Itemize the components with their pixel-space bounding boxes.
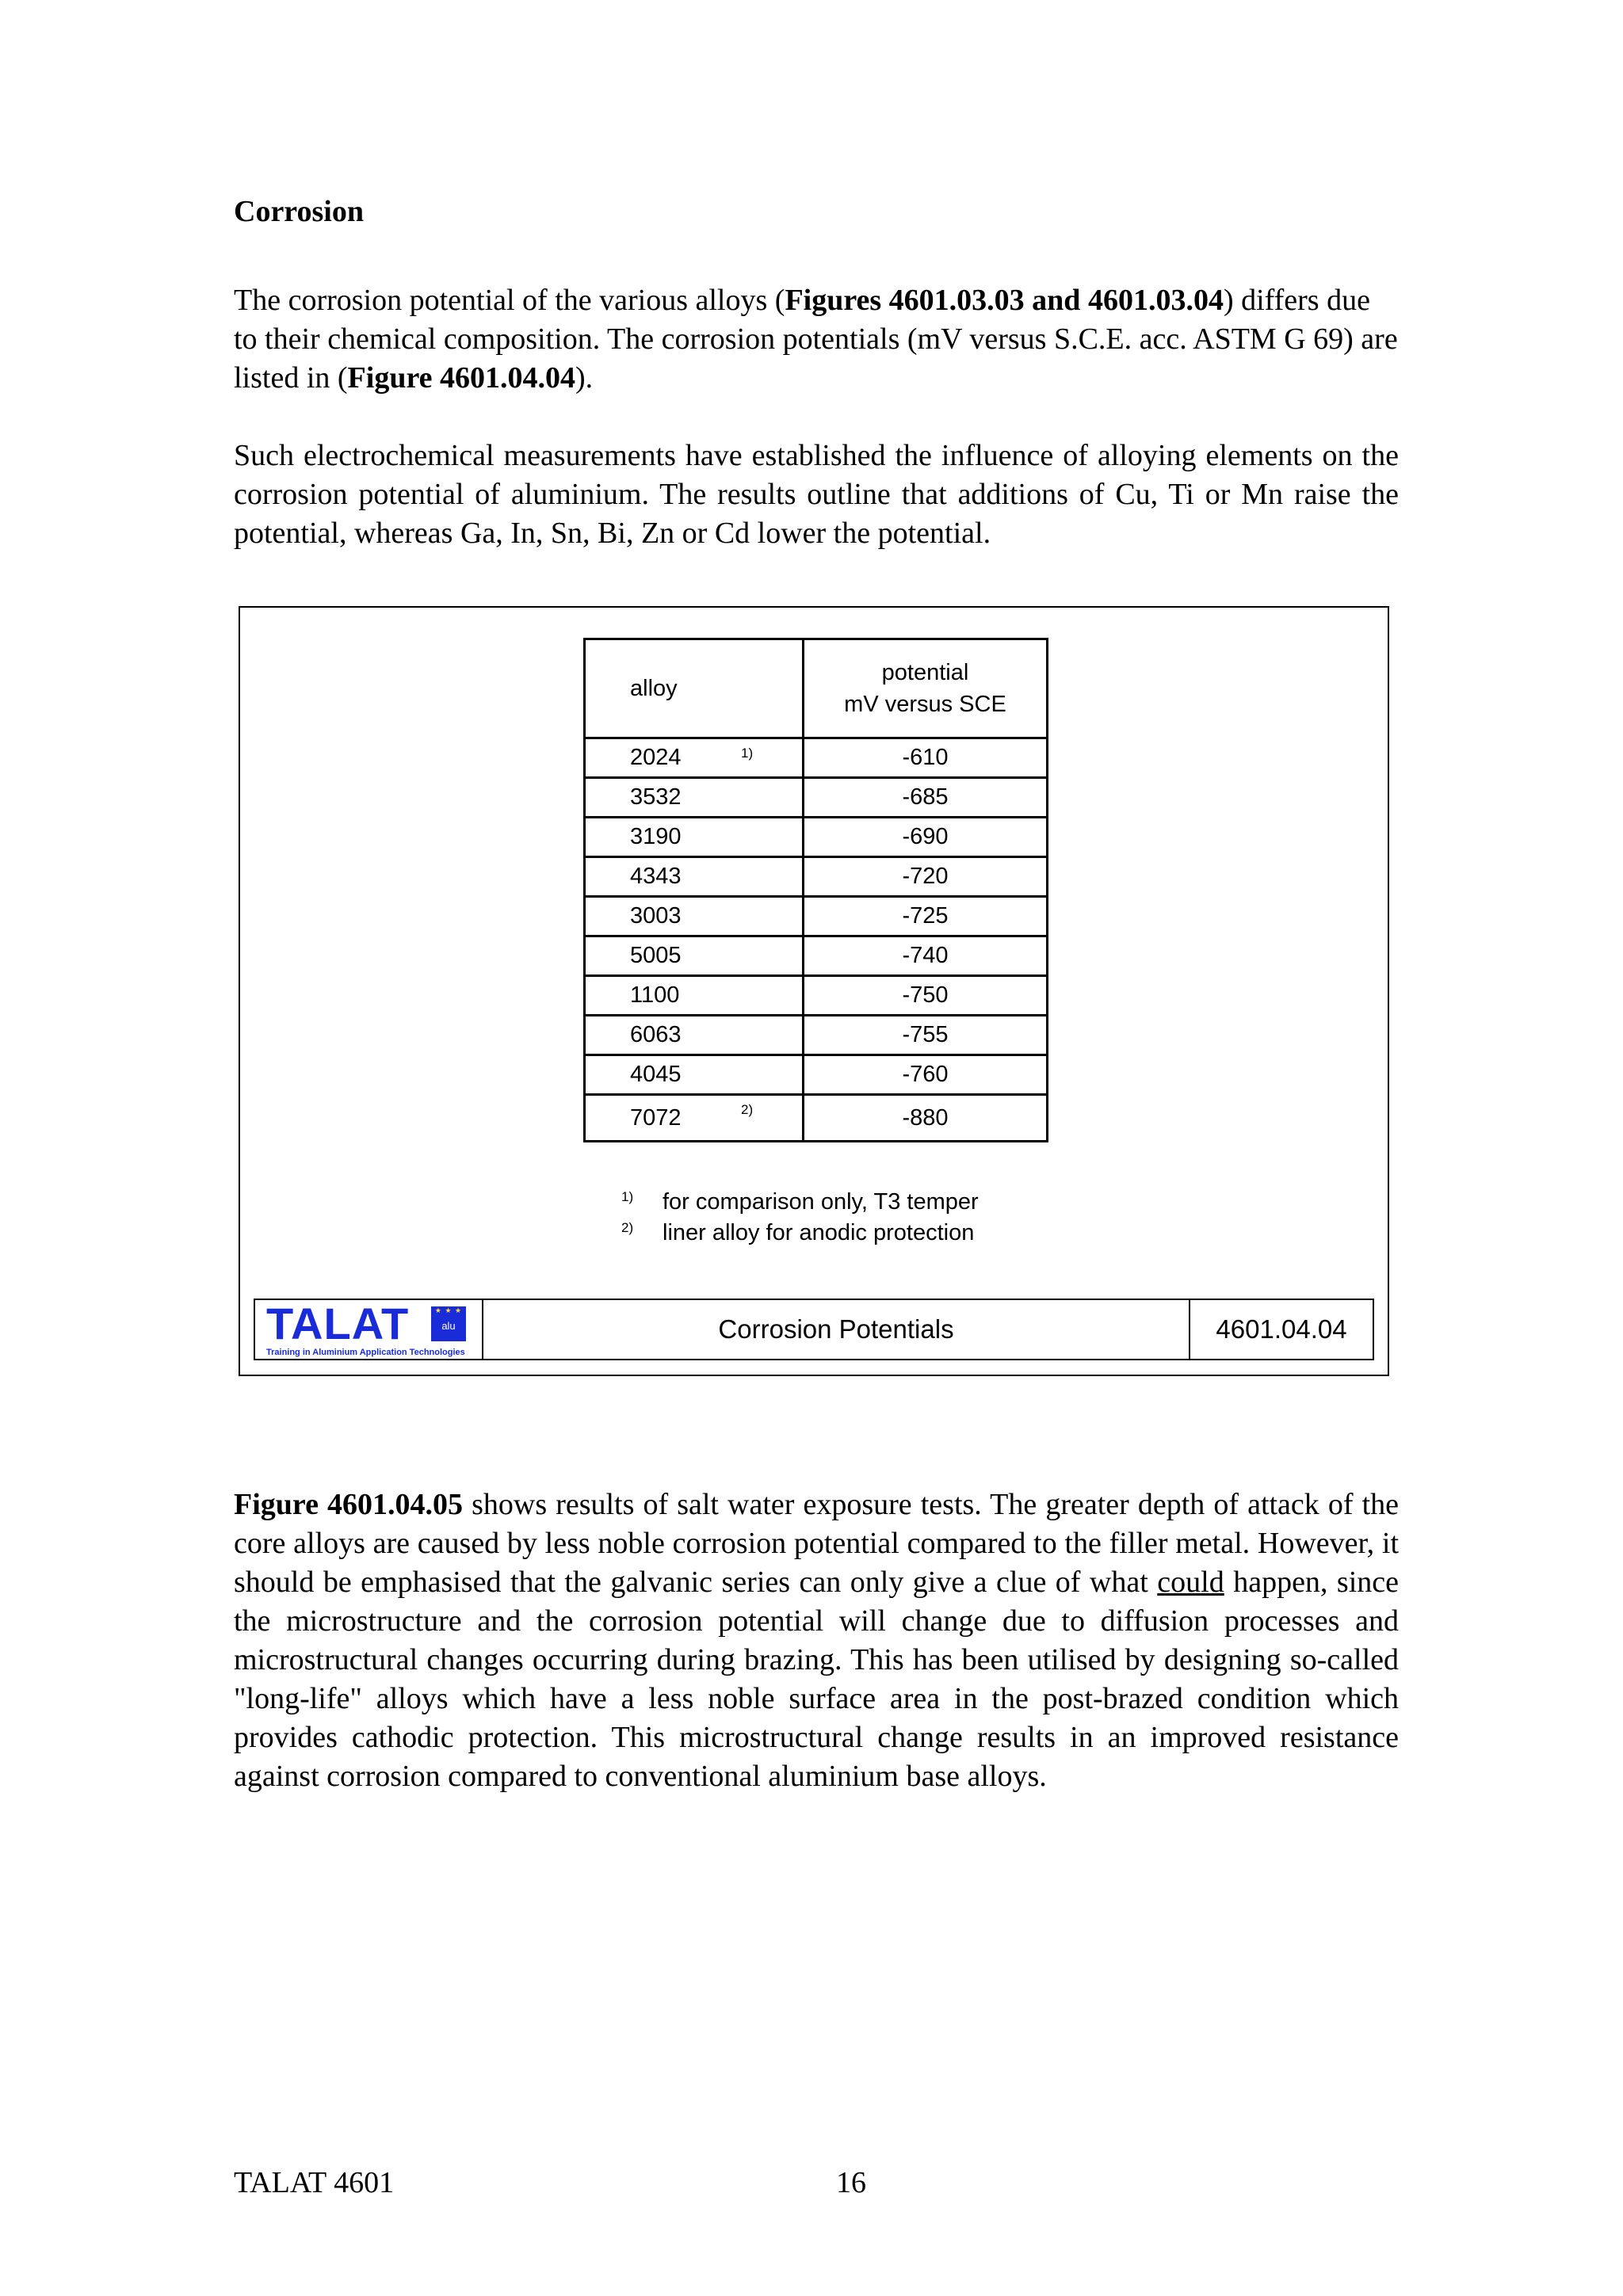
alloy-cell [585, 1095, 804, 1142]
eu-flag-icon: ★ ★ ★ alu [431, 1306, 466, 1341]
alloy-value: 3190 [630, 824, 682, 849]
alloy-value: 4045 [630, 1062, 682, 1087]
table-row [585, 1095, 1048, 1142]
alloy-value: 5005 [630, 943, 682, 968]
alloy-cell [585, 738, 804, 778]
paragraph-exposure-tests [234, 1486, 1399, 1796]
potential-cell: -760 [804, 1055, 1048, 1095]
text: shows results of salt water exposure tests. The greater depth of attack of the core alloys are caused by less noble corrosion potential compared to the filler metal. However, it should be emphasised that the galvanic series can only give a clue of what [234, 1488, 1400, 1599]
alloy-value: 7072 [630, 1104, 682, 1131]
potential-cell: -740 [804, 936, 1048, 976]
table-row [585, 897, 1048, 936]
footnote-mark: 1) [741, 746, 754, 761]
logo-wordmark: TALAT [266, 1299, 410, 1348]
table-row [585, 936, 1048, 976]
section-heading: Corrosion [234, 195, 364, 228]
table-row [585, 1016, 1048, 1055]
page-number: 16 [836, 2166, 866, 2199]
alloy-cell [585, 976, 804, 1016]
table-row [585, 1055, 1048, 1095]
alloy-cell [585, 1055, 804, 1095]
potential-cell: -880 [804, 1095, 1048, 1142]
alloy-value: 1100 [630, 982, 680, 1008]
potential-cell: -750 [804, 976, 1048, 1016]
talat-logo [255, 1300, 483, 1359]
table-row [585, 818, 1048, 857]
potential-cell: -690 [804, 818, 1048, 857]
footnote-text: for comparison only, T3 temper [663, 1189, 979, 1215]
text: The corrosion potential of the various alloys ( [234, 284, 785, 317]
text: ) differs due to their chemical composition. The corrosion potentials (mV versus S.C.E. acc. ASTM G 69) are listed in ( [234, 284, 1398, 395]
alloy-cell [585, 818, 804, 857]
alloy-value: 3532 [630, 784, 682, 810]
potential-cell: -610 [804, 738, 1048, 778]
figure-ref: Figure 4601.04.04 [347, 361, 575, 395]
footnote-text: liner alloy for anodic protection [663, 1220, 975, 1245]
table-row [585, 738, 1048, 778]
alloy-value: 3003 [630, 903, 682, 929]
alloy-cell [585, 1016, 804, 1055]
text: ). [575, 361, 594, 395]
potential-cell: -725 [804, 897, 1048, 936]
paragraph-measurements: Such electrochemical measurements have established the influence of alloying elements on the corrosion potential of aluminium. The results outline that additions of Cu, Ti or Mn raise the potential, whereas Ga, In, Sn, Bi, Zn or Cd lower the potential. [234, 439, 1399, 550]
header-potential [804, 639, 1048, 738]
footnote-mark: 2) [621, 1220, 634, 1235]
alloy-value: 4343 [630, 864, 682, 889]
alloy-value: 6063 [630, 1022, 682, 1047]
figure-caption-bar [254, 1299, 1374, 1360]
potential-cell: -755 [804, 1016, 1048, 1055]
header-potential-line1: potential [881, 660, 969, 685]
paragraph-intro [234, 281, 1399, 398]
potential-table [583, 638, 1048, 1142]
table-row [585, 857, 1048, 897]
alloy-cell [585, 778, 804, 818]
potential-cell: -685 [804, 778, 1048, 818]
footnote-2 [621, 1220, 975, 1246]
figure-ref: Figures 4601.03.03 and 4601.03.04 [785, 284, 1224, 317]
alloy-cell [585, 936, 804, 976]
header-potential-line2: mV versus SCE [844, 692, 1006, 717]
footnote-mark: 1) [621, 1189, 634, 1204]
logo-flag-text: alu [441, 1320, 456, 1332]
alloy-cell [585, 897, 804, 936]
figure-title: Corrosion Potentials [483, 1300, 1190, 1359]
potential-cell: -720 [804, 857, 1048, 897]
footnote-1 [621, 1189, 979, 1215]
emphasis: could [1157, 1566, 1224, 1599]
figure-ref: Figure 4601.04.05 [234, 1488, 464, 1521]
text: happen, since the microstructure and the corrosion potential will change due to diffusion processes and microstructural changes occurring during brazing. This has been utilised by designing so-called "long-life" alloys which have a less noble surface area in the post-brazed condition which provides cathodic protection. This microstructural change results in an improved resistance against corrosion compared to conventional aluminium base alloys. [234, 1566, 1399, 1793]
logo-subtitle: Training in Aluminium Application Technologies [266, 1348, 465, 1357]
alloy-cell [585, 857, 804, 897]
table-header-row [585, 639, 1048, 738]
header-alloy: alloy [585, 639, 804, 738]
footer-document-id: TALAT 4601 [234, 2166, 395, 2199]
table-row [585, 976, 1048, 1016]
figure-number: 4601.04.04 [1216, 1314, 1347, 1344]
table-row [585, 778, 1048, 818]
alloy-value: 2024 [630, 745, 682, 770]
footnote-mark: 2) [741, 1102, 754, 1117]
figure-corrosion-potentials [239, 606, 1389, 1376]
